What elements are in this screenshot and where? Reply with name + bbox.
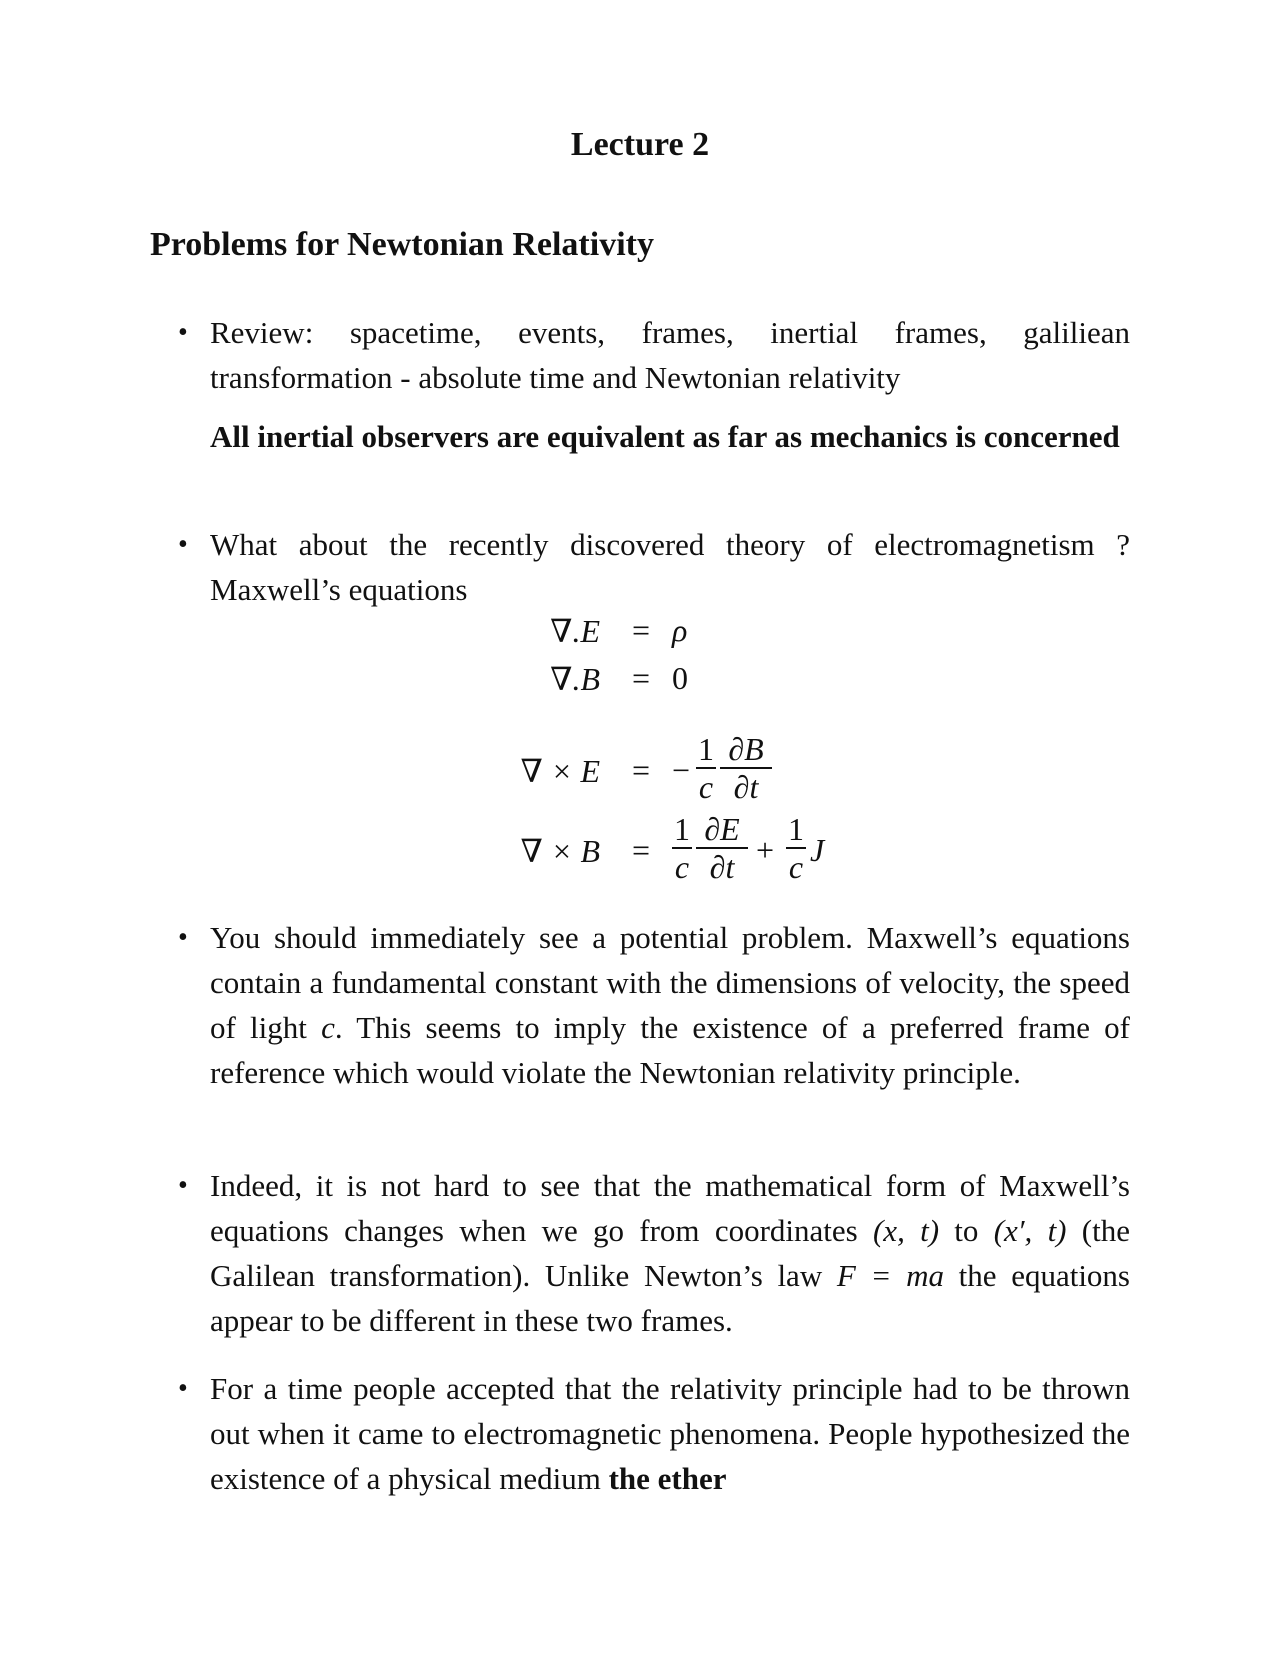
maxwell-intro-text: What about the recently discovered theory of electromagnetism ? Maxwell’s equations	[210, 527, 1130, 607]
bullet-galilean-form	[178, 1163, 1130, 1343]
bullet-maxwell-intro	[178, 522, 1130, 612]
speed-of-light-symbol: c	[321, 1010, 335, 1045]
section-title: Problems for Newtonian Relativity	[150, 226, 654, 263]
eq1-rhs: ρ	[672, 612, 688, 648]
eq4-equals: =	[632, 832, 651, 868]
eq2-equals: =	[632, 660, 651, 696]
bullet-icon: •	[178, 1170, 188, 1201]
eq3-frac-one-over-c: 1 c	[698, 731, 714, 805]
eq2-lhs: ∇.B	[550, 661, 600, 697]
galilean-form-text: Indeed, it is not hard to see that the mathematical form of Maxwell’s equations changes when we go from coordinates (x, t) to (x′, t) (the Galilean transformation). Unlike Newton’s law F = ma the equations appear to be different in these two frames.	[210, 1168, 1131, 1338]
bullet-icon: •	[178, 529, 188, 560]
bullet-icon: •	[178, 317, 188, 348]
eq4-plus: +	[756, 832, 775, 868]
eq4-J: J	[810, 832, 825, 868]
ether-text: For a time people accepted that the relativity principle had to be thrown out when it came to electromagnetic phenomena. People hypothesized the existence of a physical medium the ether	[210, 1371, 1130, 1496]
newton-law: F = ma	[836, 1258, 944, 1293]
bullet-review	[178, 310, 1130, 459]
eq1-lhs: ∇.E	[550, 613, 600, 649]
coordinates-x-t: (x, t)	[872, 1213, 940, 1248]
bullet-icon: •	[178, 922, 188, 953]
eq3-minus: −	[672, 752, 691, 788]
eq3-lhs: ∇ × E	[520, 753, 600, 789]
eq1-equals: =	[632, 612, 651, 648]
eq2-rhs: 0	[672, 660, 688, 696]
eq4-frac-dE-dt: ∂E ∂t	[694, 811, 750, 885]
coordinates-x-prime-t: (x′, t)	[993, 1213, 1067, 1248]
eq3-frac-dB-dt: ∂B ∂t	[718, 731, 774, 805]
eq4-frac-one-over-c-2: 1 c	[788, 811, 804, 885]
review-text: Review: spacetime, events, frames, inertial frames, galiliean transformation - absolute time and Newtonian relativity	[210, 315, 1130, 395]
potential-problem-text: You should immediately see a potential problem. Maxwell’s equations contain a fundamental constant with the dimensions of velocity, the speed of light c. This seems to imply the existence of a preferred frame of reference which would violate the Newtonian relativity principle.	[210, 920, 1130, 1090]
ether-term: the ether	[608, 1461, 727, 1496]
eq3-equals: =	[632, 752, 651, 788]
lecture-title: Lecture 2	[570, 126, 710, 163]
bullet-potential-problem	[178, 915, 1130, 1095]
eq4-frac-one-over-c: 1 c	[674, 811, 690, 885]
eq4-lhs: ∇ × B	[520, 833, 600, 869]
bullet-ether	[178, 1366, 1130, 1501]
bullet-icon: •	[178, 1373, 188, 1404]
equivalence-statement: All inertial observers are equivalent as far as mechanics is concerned	[210, 419, 1120, 454]
